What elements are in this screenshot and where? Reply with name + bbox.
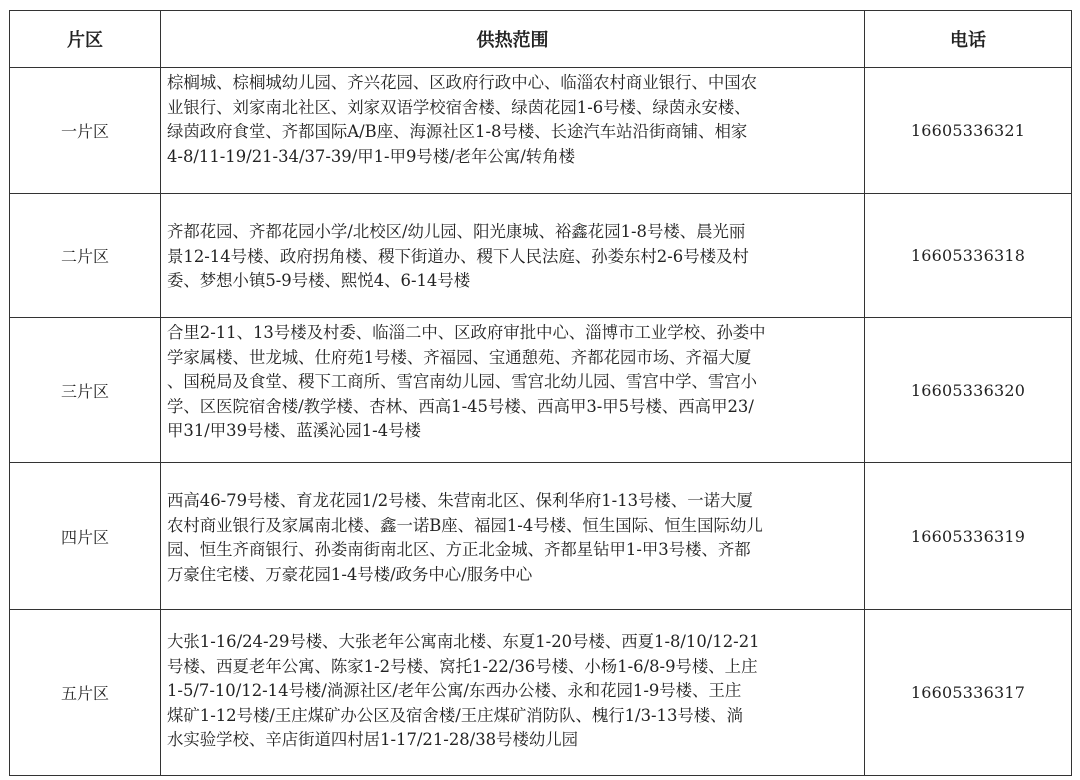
table-row <box>10 463 1072 610</box>
heating-zones-table <box>9 10 1072 776</box>
phone-cell: 16605336318 <box>865 194 1072 318</box>
zone-cell: 三片区 <box>10 318 161 463</box>
table-row <box>10 318 1072 463</box>
scope-cell: 大张1-16/24-29号楼、大张老年公寓南北楼、东夏1-20号楼、西夏1-8/10/12-21 号楼、西夏老年公寓、陈家1-2号楼、窝托1-22/36号楼、小杨1-6/8-9号楼、上庄 1-5/7-10/12-14号楼/淌源社区/老年公寓/东西办公楼、永和花园1-9号楼、王庄 煤矿1-12号楼/王庄煤矿办公区及宿舍楼/王庄煤矿消防队、槐行1/3-13号楼、淌 水实验学校、辛店街道四村居1-17/21-28/38号楼幼儿园 <box>161 610 865 776</box>
header-zone: 片区 <box>10 11 161 68</box>
header-scope: 供热范围 <box>161 11 865 68</box>
phone-cell: 16605336320 <box>865 318 1072 463</box>
scope-cell: 齐都花园、齐都花园小学/北校区/幼儿园、阳光康城、裕鑫花园1-8号楼、晨光丽 景12-14号楼、政府拐角楼、稷下街道办、稷下人民法庭、孙娄东村2-6号楼及村 委、梦想小镇5-9号楼、熙悦4、6-14号楼 <box>161 194 865 318</box>
scope-cell: 棕榈城、棕榈城幼儿园、齐兴花园、区政府行政中心、临淄农村商业银行、中国农 业银行、刘家南北社区、刘家双语学校宿舍楼、绿茵花园1-6号楼、绿茵永安楼、 绿茵政府食堂、齐都国际A/B座、海源社区1-8号楼、长途汽车站沿街商铺、相家 4-8/11-19/21-34/37-39/甲1-甲9号楼/老年公寓/转角楼 <box>161 68 865 194</box>
table-header-row <box>10 11 1072 68</box>
zone-cell: 四片区 <box>10 463 161 610</box>
header-phone: 电话 <box>865 11 1072 68</box>
table-row <box>10 194 1072 318</box>
phone-cell: 16605336321 <box>865 68 1072 194</box>
scope-cell: 西高46-79号楼、育龙花园1/2号楼、朱营南北区、保利华府1-13号楼、一诺大厦 农村商业银行及家属南北楼、鑫一诺B座、福园1-4号楼、恒生国际、恒生国际幼儿 园、恒生齐商银行、孙娄南街南北区、方正北金城、齐都星钻甲1-甲3号楼、齐都 万豪住宅楼、万豪花园1-4号楼/政务中心/服务中心 <box>161 463 865 610</box>
phone-cell: 16605336317 <box>865 610 1072 776</box>
zone-cell: 二片区 <box>10 194 161 318</box>
zone-cell: 五片区 <box>10 610 161 776</box>
zone-cell: 一片区 <box>10 68 161 194</box>
table-row <box>10 68 1072 194</box>
scope-cell: 合里2-11、13号楼及村委、临淄二中、区政府审批中心、淄博市工业学校、孙娄中 学家属楼、世龙城、仕府苑1号楼、齐福园、宝通憩苑、齐都花园市场、齐福大厦 、国税局及食堂、稷下工商所、雪宫南幼儿园、雪宫北幼儿园、雪宫中学、雪宫小 学、区医院宿舍楼/教学楼、杏林、西高1-45号楼、西高甲3-甲5号楼、西高甲23/ 甲31/甲39号楼、蓝溪沁园1-4号楼 <box>161 318 865 463</box>
heating-zones-table-container <box>9 10 1071 776</box>
phone-cell: 16605336319 <box>865 463 1072 610</box>
table-row <box>10 610 1072 776</box>
